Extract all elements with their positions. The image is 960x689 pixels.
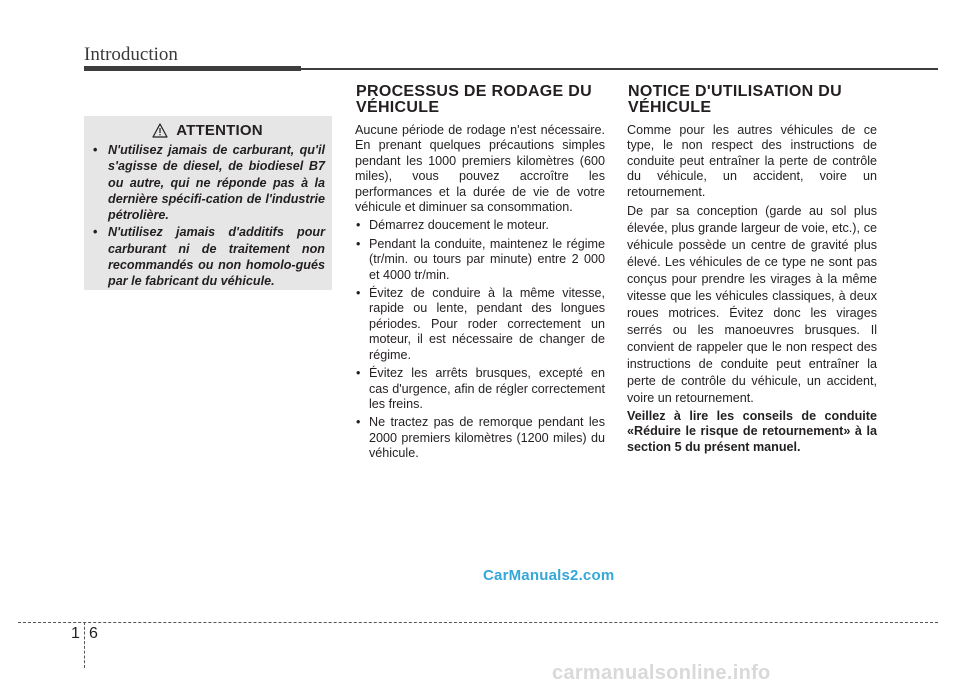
break-in-intro: Aucune période de rodage n'est nécessaire. En prenant quelques précautions simples pendant les 1000 premiers kilomètres (600 miles), vous pouvez accroître les performances et la durée de vie de votre véhicule et diminuer sa consommation. xyxy=(355,123,605,215)
header-rule-thin xyxy=(301,68,938,70)
caution-box xyxy=(84,116,332,290)
caution-list xyxy=(90,142,325,290)
notice-title: NOTICE D'UTILISATION DU VÉHICULE xyxy=(628,83,842,116)
page-number: 6 xyxy=(89,625,98,642)
chapter-number: 1 xyxy=(71,625,80,642)
header-rule-thick xyxy=(84,66,301,71)
notice-paragraph-3: Veillez à lire les conseils de conduite «Réduire le risque de retournement» à la section 5 du présent manuel. xyxy=(627,409,877,454)
watermark-carmanualsonline: carmanualsonline.info xyxy=(552,662,771,684)
break-in-item: • Pendant la conduite, maintenez le régime (tr/min. ou tours par minute) entre 2 000 et 4000 tr/min. xyxy=(355,237,605,283)
notice-paragraph-1: Comme pour les autres véhicules de ce type, le non respect des instructions de conduite peut entraîner la perte de contrôle du véhicule, un accident, voire un retournement. xyxy=(627,123,877,199)
warning-icon xyxy=(152,123,168,138)
footer-dashed-rule xyxy=(18,622,938,623)
watermark-carmanuals2: CarManuals2.com xyxy=(483,567,615,584)
page-header-title: Introduction xyxy=(84,44,178,65)
break-in-title: PROCESSUS DE RODAGE DU VÉHICULE xyxy=(356,83,592,116)
caution-title: ATTENTION xyxy=(176,122,263,139)
break-in-item: • Évitez de conduire à la même vitesse, rapide ou lente, pendant des longues périodes. Pour roder correctement un moteur, il est nécessaire de changer de régime. xyxy=(355,286,605,363)
caution-item: • N'utilisez jamais de carburant, qu'il s'agisse de diesel, de biodiesel B7 ou autre, qui ne réponde pas à la dernière spécifi-cation de l'industrie pétrolière. xyxy=(90,142,325,223)
break-in-section xyxy=(355,84,605,465)
footer-dashed-divider xyxy=(84,622,85,668)
notice-section xyxy=(627,84,877,455)
break-in-item: • Ne tractez pas de remorque pendant les 2000 premiers kilomètres (1200 miles) du véhicule. xyxy=(355,415,605,461)
caution-item: • N'utilisez jamais d'additifs pour carburant ni de traitement non recommandés ou non homolo-gués par le fabricant du véhicule. xyxy=(90,224,325,289)
break-in-list xyxy=(355,218,605,461)
break-in-item: • Évitez les arrêts brusques, excepté en cas d'urgence, afin de régler correctement les freins. xyxy=(355,366,605,412)
notice-paragraph-2: De par sa conception (garde au sol plus élevée, plus grande largeur de voie, etc.), ce véhicule possède un centre de gravité plus élevé. Les véhicules de ce type ne sont pas conçus pour prendre les virages à la même vitesse que les véhicules classiques, à deux roues motrices. Évitez donc les virages serrés ou les manoeuvres brusques. Il convient de rappeler que le non respect des instructions de conduite peut entraîner la perte de contrôle du véhicule, un accident, voire un retournement. xyxy=(627,204,877,406)
caution-header xyxy=(90,122,325,139)
break-in-item: • Démarrez doucement le moteur. xyxy=(355,218,605,233)
